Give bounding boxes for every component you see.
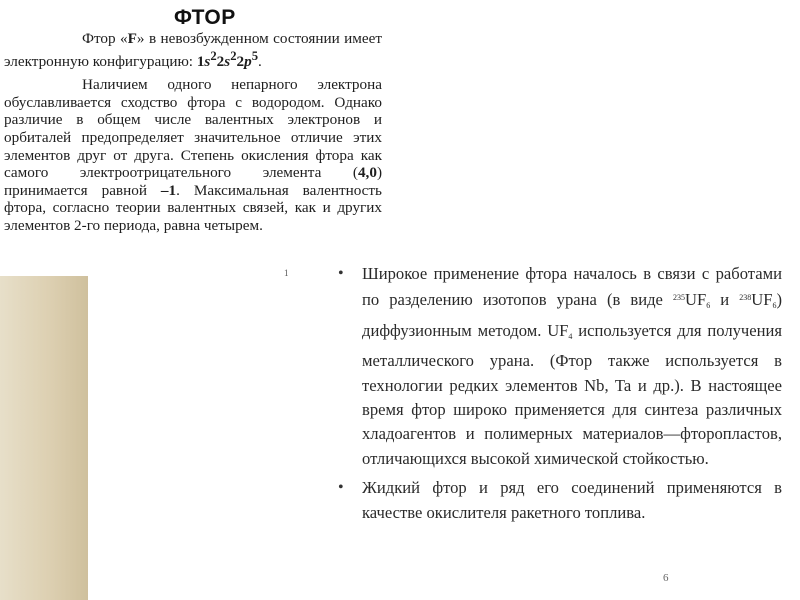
text: Фтор « bbox=[82, 30, 128, 47]
text: Наличием одного непарного электрона обуславливается сходство фтора с водородом. Однако различие в общем числе валентных электронов и орбиталей предопределяет значительное отличие этих элементов друг от друга. Степень окисления фтора как самого электроотрицательного элемента ( bbox=[4, 76, 382, 182]
formula-uf6: UF bbox=[684, 290, 707, 310]
isotope-235: 235 bbox=[672, 293, 685, 303]
bullet-item-rocket-fuel: • Жидкий фтор и ряд его соединений применяются в качестве окислителя ракетного топлива. bbox=[338, 478, 782, 522]
electronegativity-value: 4,0 bbox=[357, 164, 377, 182]
oxidation-state-value: –1 bbox=[160, 181, 177, 199]
bullet-list bbox=[336, 262, 782, 525]
text: . Максимальная валентность фтора, согласно теории валентных связей, как и других элементов 2-го периода, равна четырем. bbox=[4, 181, 382, 234]
bullet-item-uranium-isotopes: • Широкое применение фтора началось в связи с работами по разделению изотопов урана (в виде $^{235}UF_6$ и $^{238}UF_6$) диффузионным методом. $UF_4$ используется для получения металлического урана. (Фтор также используется в технологии редких элементов Nb, Ta и др.). В настоящее время фтор широко применяется для синтеза различных хладоагентов и полимерных материалов—фторопластов, отличающихся высокой химической стойкостью. bbox=[338, 264, 782, 468]
formula-uf4: UF bbox=[547, 320, 569, 340]
electron-configuration: $1s^22s^22p^5$ bbox=[196, 48, 259, 70]
slide-title: ФТОР bbox=[174, 6, 236, 29]
paragraph-oxidation-state bbox=[4, 76, 382, 234]
paragraph-electron-configuration: Фтор «F» в невозбужденном состоянии имеет электронную конфигурацию: $1s^22s^22p^5$. bbox=[4, 30, 382, 70]
text: ) принимается равной bbox=[4, 164, 382, 199]
bullet-icon: • bbox=[338, 479, 344, 497]
element-symbol: F bbox=[127, 30, 137, 47]
decorative-beige-panel bbox=[0, 276, 88, 600]
text: » в невозбужденном состоянии имеет электронную конфигурацию: bbox=[4, 30, 382, 70]
formula-uf6: UF bbox=[751, 290, 773, 310]
isotope-238: 238 bbox=[739, 293, 752, 303]
page-number-bottom: 6 bbox=[663, 572, 669, 584]
bullet-icon: • bbox=[338, 265, 344, 282]
page-number-top: 1 bbox=[284, 268, 289, 278]
upper-text-block bbox=[4, 30, 382, 235]
